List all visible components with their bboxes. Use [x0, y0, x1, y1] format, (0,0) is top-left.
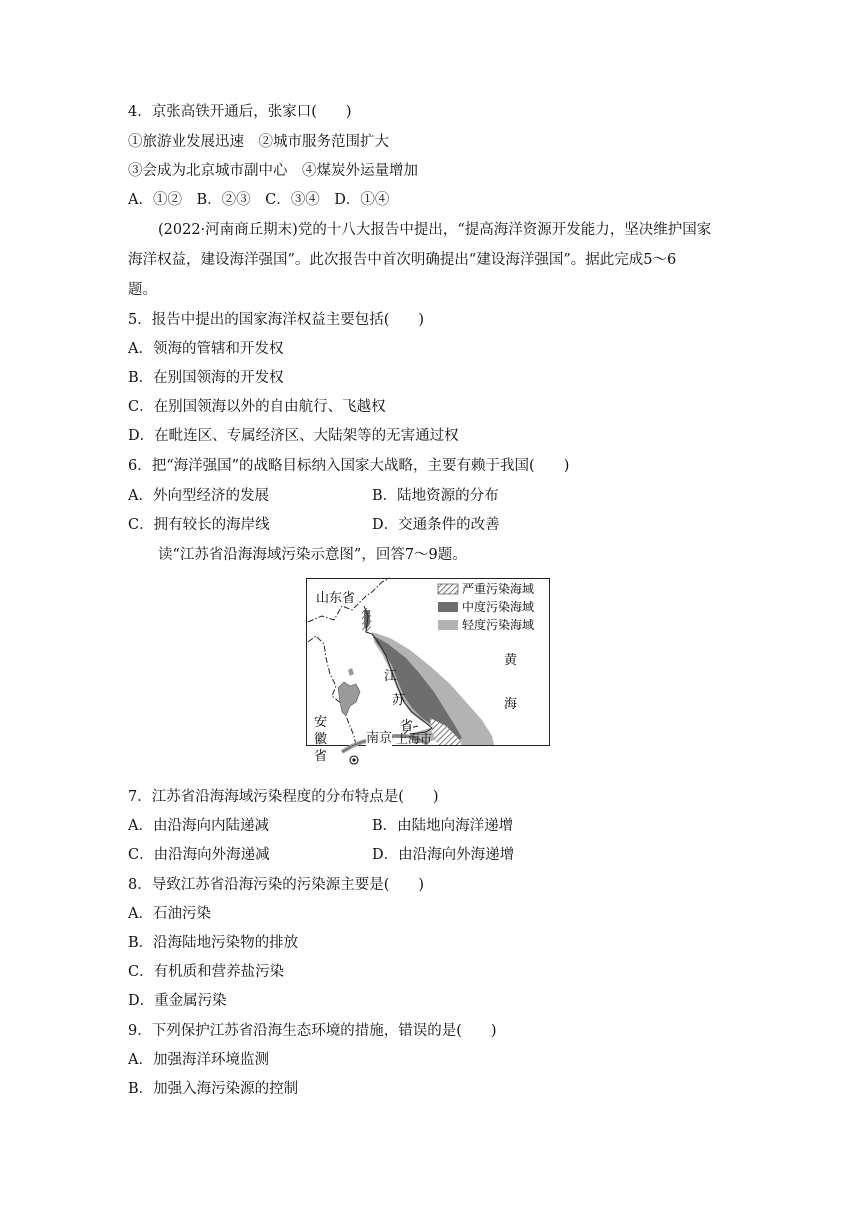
label-jiang: 江 [384, 669, 398, 684]
q5-option-a: A．领海的管辖和开发权 [128, 341, 284, 357]
intro-7-9: 读“江苏省沿海海域污染示意图”，回答7～9题。 [158, 547, 467, 563]
label-anhui-1: 安 [314, 715, 328, 730]
q5-stem: 5．报告中提出的国家海洋权益主要包括( ) [128, 312, 425, 328]
q7-option-d: D．由沿海向外海递增 [372, 847, 515, 863]
intro-5-6-line3: 题。 [128, 282, 157, 298]
legend-moderate-label: 中度污染海域 [462, 600, 535, 614]
label-sheng: 省 [400, 719, 414, 734]
q7-option-b: B．由陆地向海洋递增 [372, 818, 514, 834]
label-anhui-2: 徽 [314, 732, 328, 747]
q9-stem: 9．下列保护江苏省沿海生态环境的措施，错误的是( ) [128, 1023, 497, 1039]
q4-choices: A．①② B．②③ C．③④ D．①④ [128, 192, 390, 208]
q6-option-d: D．交通条件的改善 [372, 517, 500, 533]
q7-option-a: A．由沿海向内陆递减 [128, 818, 269, 834]
label-nanjing: 南京 [366, 731, 393, 746]
q8-option-c: C．有机质和营养盐污染 [128, 964, 285, 980]
legend-moderate-swatch [438, 602, 458, 612]
q5-option-b: B．在别国领海的开发权 [128, 370, 284, 386]
q5-option-d: D．在毗连区、专属经济区、大陆架等的无害通过权 [128, 428, 459, 444]
q6-option-b: B．陆地资源的分布 [372, 488, 499, 504]
q8-option-a: A．石油污染 [128, 906, 211, 922]
q9-option-a: A．加强海洋环境监测 [128, 1052, 269, 1068]
legend-severe-label: 严重污染海域 [462, 582, 535, 596]
q7-option-c: C．由沿海向外海递减 [128, 847, 270, 863]
legend-light-label: 轻度污染海域 [462, 618, 535, 632]
q8-option-b: B．沿海陆地污染物的排放 [128, 935, 299, 951]
q7-stem: 7．江苏省沿海海域污染程度的分布特点是( ) [128, 789, 439, 805]
legend-light-swatch [438, 620, 458, 630]
label-huang: 黄 [504, 653, 518, 668]
label-anhui-3: 省 [314, 749, 328, 764]
legend-severe-swatch [438, 584, 458, 594]
label-shandong: 山东省 [316, 591, 356, 606]
q8-option-d: D．重金属污染 [128, 993, 227, 1009]
q6-option-c: C．拥有较长的海岸线 [128, 517, 270, 533]
q6-option-a: A．外向型经济的发展 [128, 488, 269, 504]
q9-option-b: B．加强入海污染源的控制 [128, 1081, 299, 1097]
q4-options-line2: ③会成为北京城市副中心 ④煤炭外运量增加 [128, 163, 418, 179]
jiangsu-coastal-pollution-map [306, 578, 550, 764]
label-su: 苏 [392, 693, 406, 708]
q5-option-c: C．在别国领海以外的自由航行、飞越权 [128, 399, 386, 415]
q4-stem: 4．京张高铁开通后，张家口( ) [128, 104, 352, 120]
q4-options-line1: ①旅游业发展迅速 ②城市服务范围扩大 [128, 134, 389, 150]
q6-stem: 6．把“海洋强国”的战略目标纳入国家大战略，主要有赖于我国( ) [128, 458, 570, 474]
intro-5-6-line1: (2022·河南商丘期末)党的十八大报告中提出，“提高海洋资源开发能力，坚决维护国家 [158, 222, 712, 238]
intro-5-6-line2: 海洋权益，建设海洋强国”。此次报告中首次明确提出“建设海洋强国”。据此完成5～6 [128, 252, 677, 268]
q8-stem: 8．导致江苏省沿海污染的污染源主要是( ) [128, 877, 425, 893]
label-shanghai: 上海市 [396, 732, 433, 746]
label-hai: 海 [504, 697, 518, 712]
